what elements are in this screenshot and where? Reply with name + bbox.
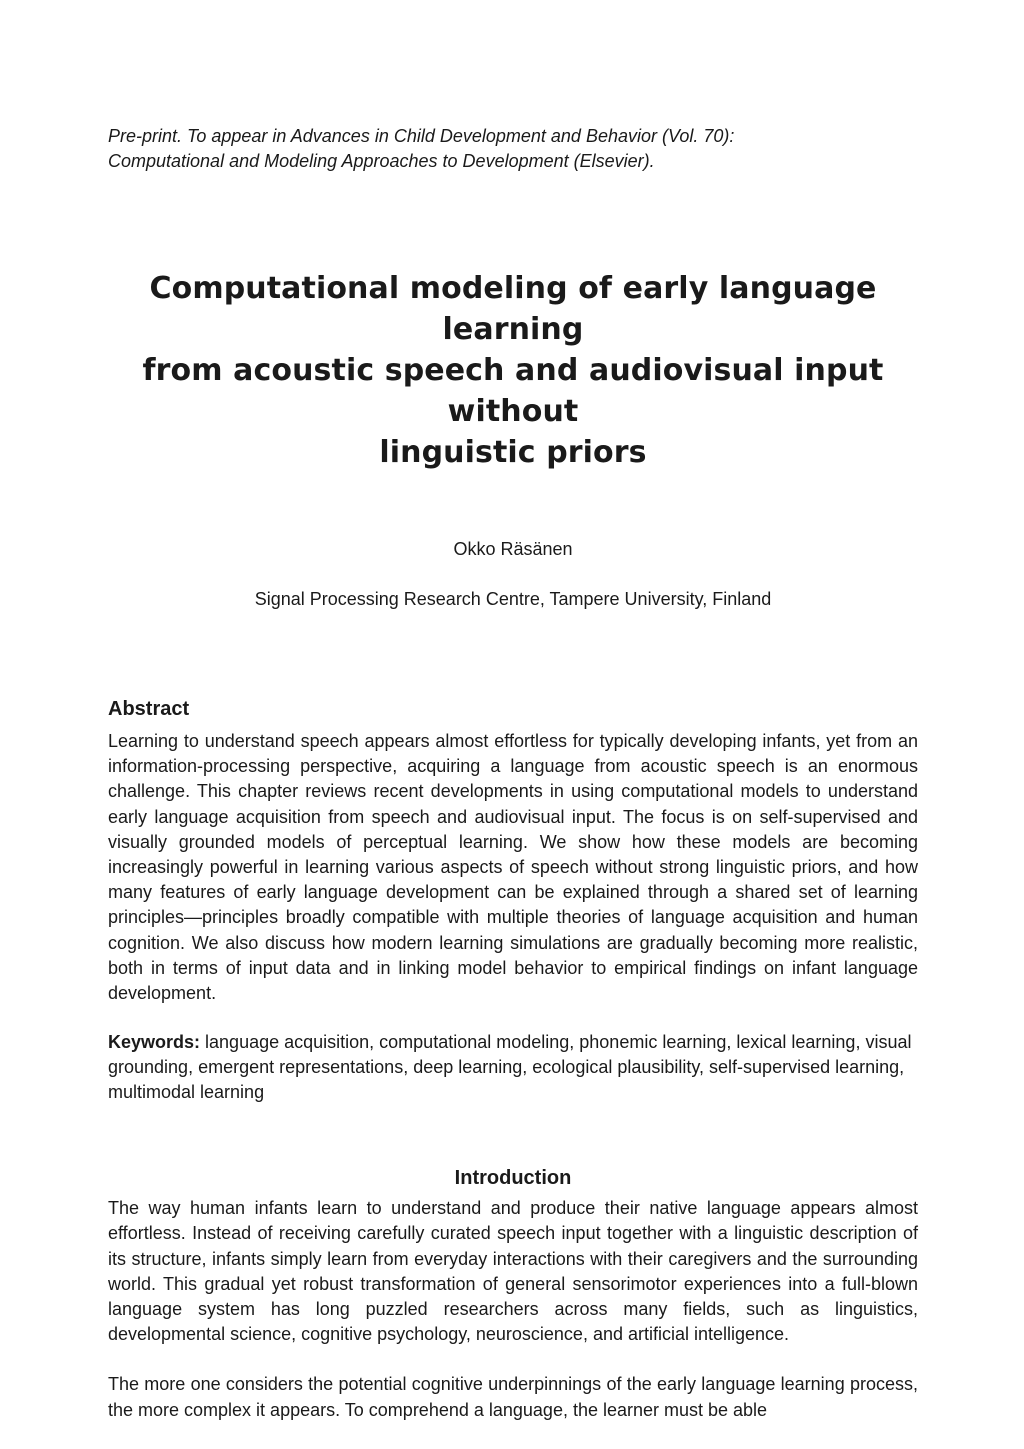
introduction-heading: Introduction xyxy=(454,1167,572,1190)
abstract-text: Learning to understand speech appears almost effortless for typically developing infants, yet from an information-processing perspective, acquiring a language from acoustic speech is an enormous challenge. This chapter reviews recent developments in using computational models to understand early language acquisition from speech and audiovisual input. The focus is on self-supervised and visually grounded models of perceptual learning. We show how these models are becoming increasingly powerful in learning various aspects of speech without strong linguistic priors, and how many features of early language development can be explained through a shared set of learning principles—principles broadly compatible with multiple theories of language acquisition and human cognition. We also discuss how modern learning simulations are gradually becoming more realistic, both in terms of input data and in linking model behavior to empirical findings on infant language development. xyxy=(108,731,918,1004)
title-line-2: from acoustic speech and audiovisual input without xyxy=(142,353,884,429)
introduction-paragraph-2: The more one considers the potential cognitive underpinnings of the early language learning process, the more complex it appears. To comprehend a language, the learner must be able xyxy=(108,1374,918,1420)
document-page xyxy=(108,124,918,1423)
preprint-notice xyxy=(108,124,918,174)
keywords xyxy=(108,1030,918,1105)
keywords-label: Keywords: xyxy=(108,1032,201,1053)
keywords-text: language acquisition, computational modeling, phonemic learning, lexical learning, visual grounding, emergent representations, deep learning, ecological plausibility, self-supervised learning, multimodal learning xyxy=(108,1032,912,1103)
title-line-1: Computational modeling of early language learning xyxy=(149,271,877,347)
preprint-line-2: Computational and Modeling Approaches to Development (Elsevier). xyxy=(108,151,655,171)
preprint-line-1: Pre-print. To appear in Advances in Child Development and Behavior (Vol. 70): xyxy=(108,126,735,146)
paper-title xyxy=(108,268,918,473)
author-affiliation: Signal Processing Research Centre, Tampere University, Finland xyxy=(254,589,772,609)
author-name: Okko Räsänen xyxy=(453,539,573,559)
introduction-paragraph-1: The way human infants learn to understand and produce their native language appears almost effortless. Instead of receiving carefully curated speech input together with a linguistic description of its structure, infants simply learn from everyday interactions with their caregivers and the surrounding world. This gradual yet robust transformation of general sensorimotor experiences into a full-blown language system has long puzzled researchers across many fields, such as linguistics, developmental science, cognitive psychology, neuroscience, and artificial intelligence. xyxy=(108,1198,918,1345)
abstract-heading: Abstract xyxy=(108,698,190,720)
title-line-3: linguistic priors xyxy=(379,435,647,470)
